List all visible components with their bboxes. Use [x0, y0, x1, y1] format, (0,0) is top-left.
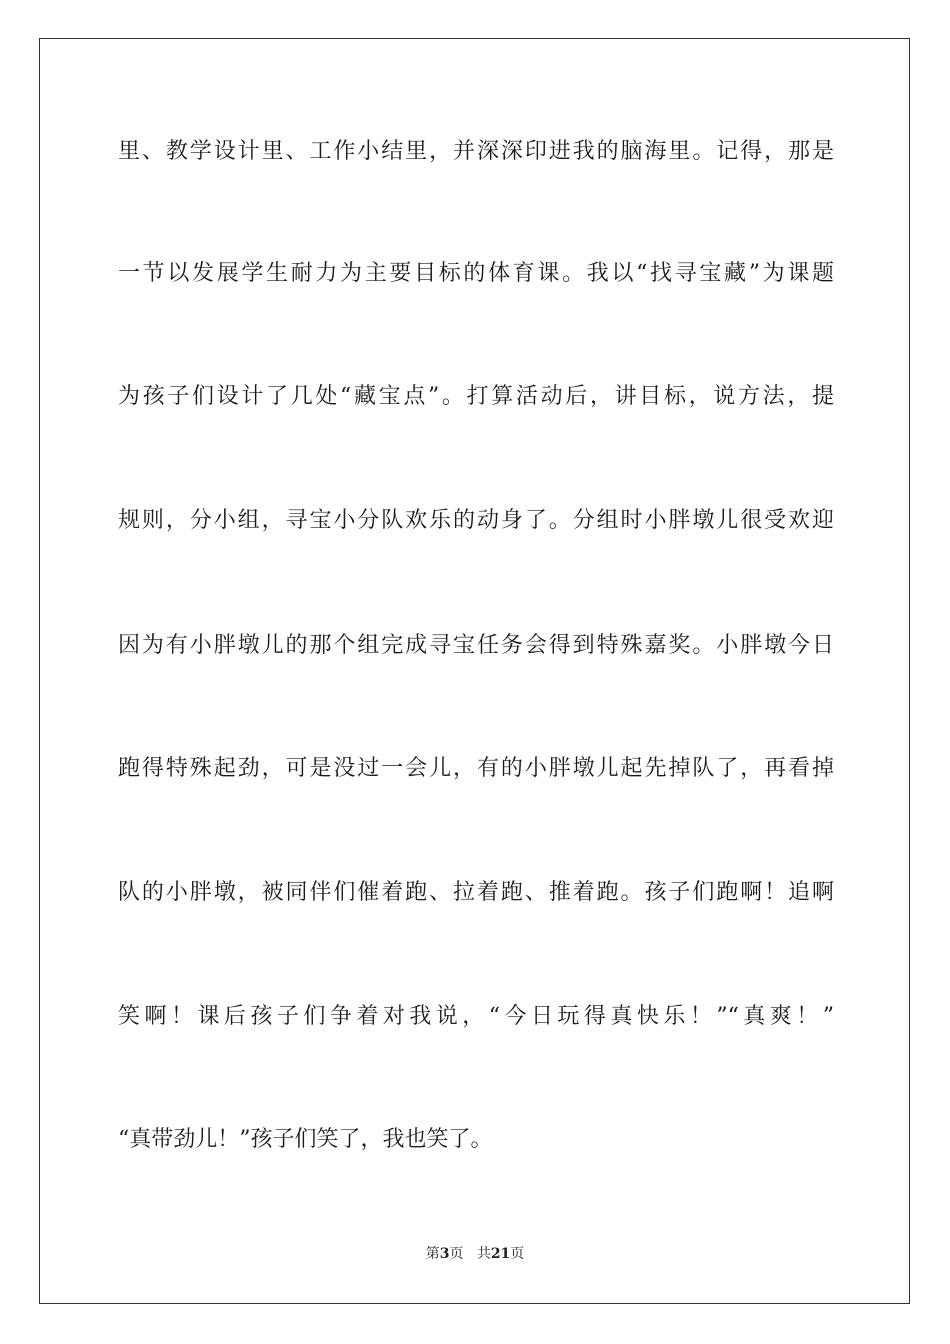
page-footer — [0, 1243, 950, 1263]
text-line: 里、教学设计里、工作小结里，并深深印进我的脑海里。记得，那是 — [118, 139, 834, 164]
page-number: 3 — [439, 1246, 450, 1262]
page-border — [39, 38, 910, 1304]
page-suffix: 页 — [449, 1246, 464, 1262]
total-prefix: 共 — [476, 1246, 491, 1262]
text-line: 一节以发展学生耐力为主要目标的体育课。我以“找寻宝藏”为课题 — [118, 261, 834, 286]
text-line: 笑啊！课后孩子们争着对我说，“今日玩得真快乐！”“真爽！” — [118, 1004, 834, 1029]
text-line: 跑得特殊起劲，可是没过一会儿，有的小胖墩儿起先掉队了，再看掉 — [118, 756, 834, 781]
text-line: 规则，分小组，寻宝小分队欢乐的动身了。分组时小胖墩儿很受欢迎 — [118, 508, 834, 533]
text-line: “真带劲儿！”孩子们笑了，我也笑了。 — [118, 1127, 493, 1152]
total-pages: 21 — [490, 1246, 511, 1262]
text-line: 为孩子们设计了几处“藏宝点”。打算活动后，讲目标，说方法，提 — [118, 384, 834, 409]
total-suffix: 页 — [510, 1246, 525, 1262]
page-prefix: 第 — [425, 1246, 440, 1262]
text-line: 队的小胖墩，被同伴们催着跑、拉着跑、推着跑。孩子们跑啊！追啊 — [118, 880, 834, 905]
text-line: 因为有小胖墩儿的那个组完成寻宝任务会得到特殊嘉奖。小胖墩今日 — [118, 633, 834, 658]
